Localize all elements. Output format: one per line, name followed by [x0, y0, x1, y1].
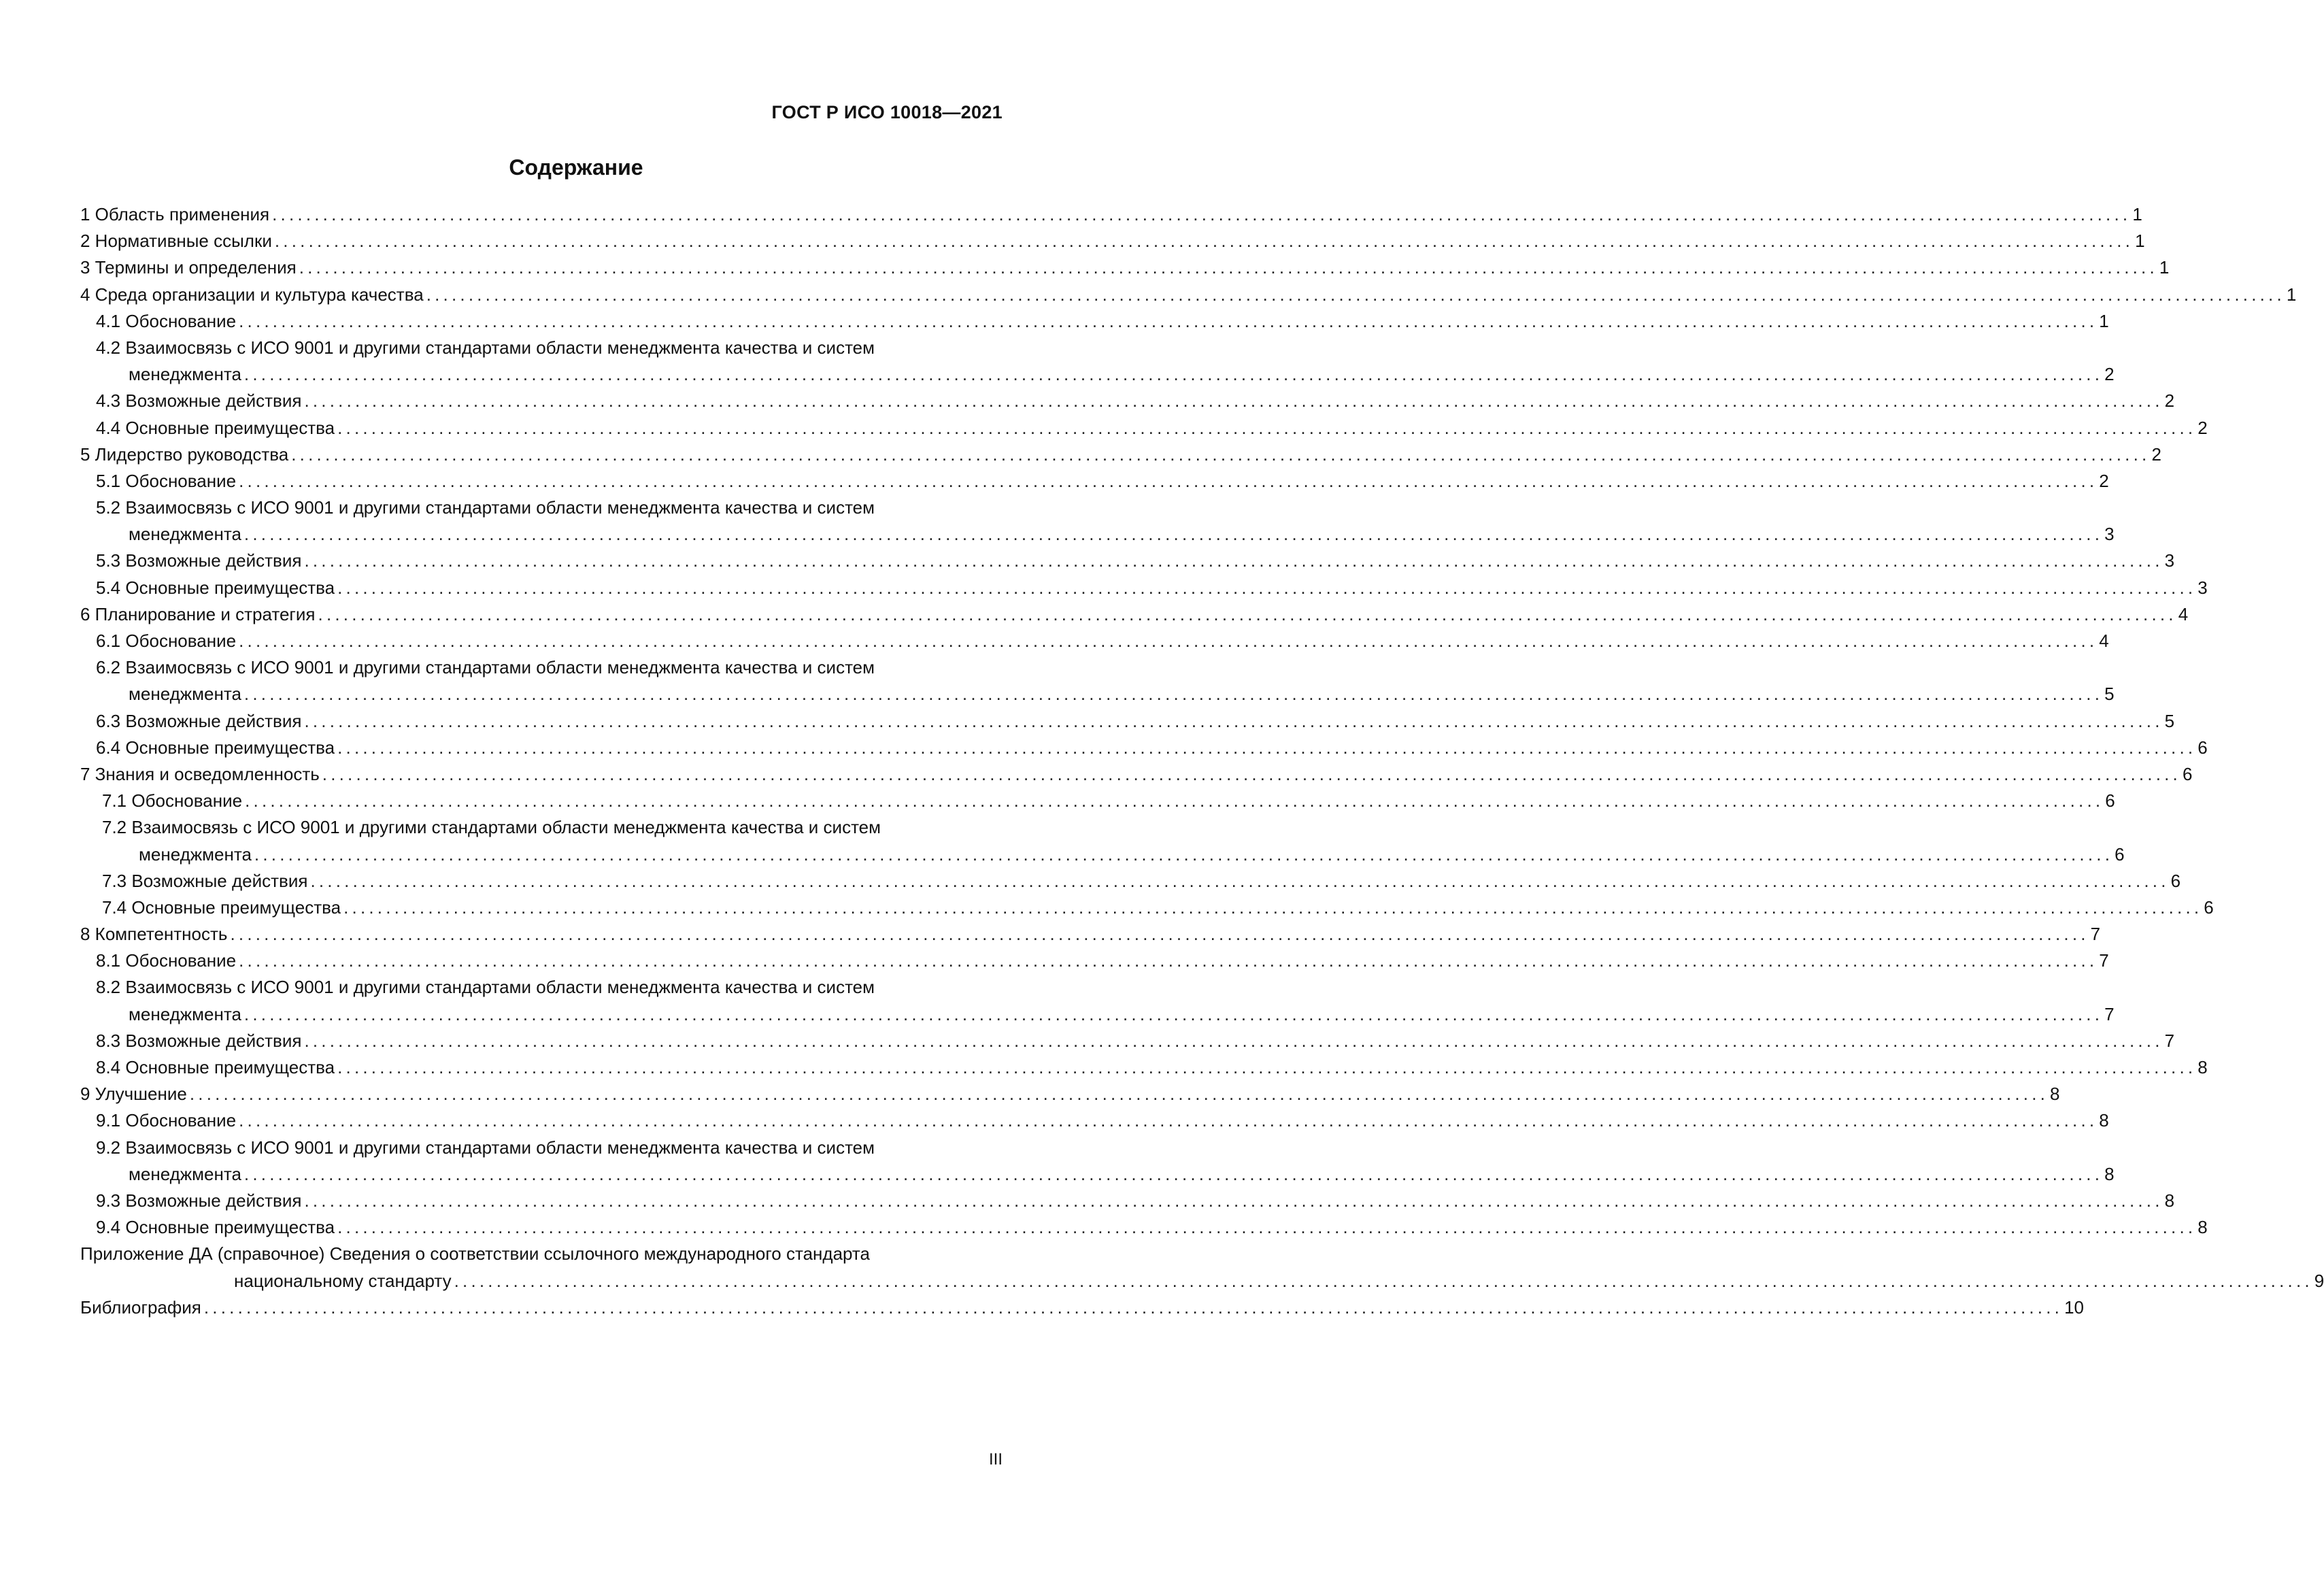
toc-entry[interactable] — [80, 654, 1003, 681]
toc-entry-title: Библиография — [80, 1296, 201, 1318]
toc-entry-page: 1 — [2099, 310, 2109, 331]
toc-entry[interactable] — [80, 1161, 2115, 1188]
dot-leader: ............................................................................................................................................................................................................................ — [203, 1296, 2064, 1318]
toc-entry-title: 4.4 Основные преимущества — [96, 417, 335, 438]
toc-entry-page: 7 — [2099, 950, 2109, 971]
toc-entry[interactable] — [80, 601, 2189, 628]
toc-entry-title: 5 Лидерство руководства — [80, 443, 289, 465]
toc-entry-page: 1 — [2132, 204, 2142, 224]
toc-entry-page: 8 — [2104, 1163, 2115, 1184]
toc-entry-page: 3 — [2104, 524, 2115, 545]
toc-entry[interactable] — [80, 388, 2175, 414]
toc-entry-page: 9 — [2314, 1270, 2324, 1291]
dot-leader: ............................................................................................................................................................................................................................ — [454, 1270, 2313, 1291]
toc-entry-title: 9.2 Взаимосвязь с ИСО 9001 и другими стандартами области менеджмента качества и систем — [96, 1137, 875, 1158]
toc-entry-title: 7.2 Взаимосвязь с ИСО 9001 и другими стандартами области менеджмента качества и систем — [102, 817, 881, 838]
toc-entry[interactable] — [80, 521, 2115, 548]
toc-entry[interactable] — [80, 495, 1003, 521]
dot-leader: ............................................................................................................................................................................................................................ — [310, 870, 2170, 891]
toc-entry[interactable] — [80, 548, 2175, 574]
dot-leader: ............................................................................................................................................................................................................................ — [337, 1217, 2197, 1238]
toc-entry[interactable] — [80, 415, 2208, 441]
toc-entry-title: 9.1 Обоснование — [96, 1110, 237, 1131]
dot-leader: ............................................................................................................................................................................................................................ — [239, 950, 2098, 971]
toc-entry-title: 8.4 Основные преимущества — [96, 1057, 335, 1077]
dot-leader: ............................................................................................................................................................................................................................ — [243, 524, 2104, 545]
toc-entry[interactable] — [80, 1081, 2060, 1107]
dot-leader: ............................................................................................................................................................................................................................ — [239, 631, 2098, 651]
toc-entry-title: 2 Нормативные ссылки — [80, 231, 272, 252]
toc-entry-page: 6 — [2115, 843, 2125, 865]
toc-entry[interactable] — [80, 735, 2208, 761]
dot-leader: ............................................................................................................................................................................................................................ — [243, 1003, 2104, 1024]
toc-entry[interactable] — [80, 1001, 2115, 1028]
toc-entry-title: 8 Компетентность — [80, 924, 228, 945]
toc-entry-page: 7 — [2164, 1030, 2175, 1051]
toc-entry-page: 7 — [2104, 1003, 2115, 1024]
toc-entry[interactable] — [80, 254, 2170, 281]
toc-entry-page: 1 — [2159, 257, 2170, 278]
toc-entry[interactable] — [80, 1268, 2324, 1294]
dot-leader: ............................................................................................................................................................................................................................ — [230, 924, 2089, 945]
toc-entry[interactable] — [80, 1028, 2175, 1054]
toc-entry-title: 4 Среда организации и культура качества — [80, 284, 424, 305]
toc-entry-title: 8.2 Взаимосвязь с ИСО 9001 и другими стандартами области менеджмента качества и систем — [96, 977, 875, 998]
toc-entry[interactable] — [80, 948, 2109, 974]
toc-entry[interactable] — [80, 761, 2193, 788]
toc-entry-title: 8.1 Обоснование — [96, 950, 237, 971]
dot-leader: ............................................................................................................................................................................................................................ — [291, 443, 2151, 465]
dot-leader: ............................................................................................................................................................................................................................ — [318, 603, 2177, 624]
toc-entry-title: 5.1 Обоснование — [96, 470, 237, 491]
toc-entry-page: 8 — [2197, 1217, 2208, 1238]
toc-entry[interactable] — [80, 1188, 2175, 1214]
toc-entry-page: 6 — [2204, 897, 2214, 918]
toc-entry-title: менеджмента — [129, 524, 241, 545]
toc-entry[interactable] — [80, 468, 2109, 495]
dot-leader: ............................................................................................................................................................................................................................ — [239, 1110, 2098, 1131]
toc-entry-title: 4.1 Обоснование — [96, 310, 237, 331]
dot-leader: ............................................................................................................................................................................................................................ — [189, 1084, 2049, 1105]
toc-entry[interactable] — [80, 335, 1003, 361]
toc-entry-page: 6 — [2170, 870, 2181, 891]
toc-entry-page: 2 — [2104, 364, 2115, 385]
toc-entry-page: 5 — [2164, 710, 2175, 731]
toc-entry[interactable] — [80, 1135, 1003, 1161]
toc-entry[interactable] — [80, 282, 2297, 308]
toc-entry-page: 6 — [2105, 790, 2115, 811]
toc-entry[interactable] — [80, 441, 2161, 468]
dot-leader: ............................................................................................................................................................................................................................ — [243, 1163, 2104, 1184]
toc-entry[interactable] — [80, 974, 1003, 1001]
toc-entry-title: 1 Область применения — [80, 204, 270, 224]
toc-entry[interactable] — [80, 201, 2142, 228]
toc-entry[interactable] — [80, 814, 1003, 841]
toc-entry-page: 8 — [2099, 1110, 2109, 1131]
dot-leader: ............................................................................................................................................................................................................................ — [239, 470, 2098, 491]
dot-leader: ............................................................................................................................................................................................................................ — [254, 843, 2114, 865]
toc-entry-page: 4 — [2099, 631, 2109, 651]
toc-entry-page: 2 — [2099, 470, 2109, 491]
toc-entry-page: 5 — [2104, 684, 2115, 705]
toc-entry-page: 2 — [2151, 443, 2161, 465]
toc-entry-title: менеджмента — [129, 1003, 241, 1024]
toc-entry-title: 5.3 Возможные действия — [96, 550, 302, 571]
document-code: ГОСТ Р ИСО 10018—2021 — [771, 102, 1003, 122]
toc-entry-title: менеджмента — [129, 1163, 241, 1184]
dot-leader: ............................................................................................................................................................................................................................ — [272, 204, 2132, 224]
dot-leader: ............................................................................................................................................................................................................................ — [322, 763, 2181, 784]
dot-leader: ............................................................................................................................................................................................................................ — [274, 231, 2134, 252]
toc-entry[interactable] — [80, 841, 2125, 868]
toc-entry-title: менеджмента — [129, 364, 241, 385]
toc-entry-title: 6 Планирование и стратегия — [80, 603, 316, 624]
toc-entry[interactable] — [80, 628, 2109, 654]
toc-entry[interactable] — [80, 921, 2101, 948]
toc-entry[interactable] — [80, 868, 2181, 894]
toc-entry-title: 6.4 Основные преимущества — [96, 737, 335, 758]
toc-entry-title: национальному стандарту — [234, 1270, 452, 1291]
toc-entry-page: 1 — [2135, 231, 2145, 252]
toc-entry-title: 8.3 Возможные действия — [96, 1030, 302, 1051]
toc-entry-title: 5.4 Основные преимущества — [96, 577, 335, 598]
toc-entry[interactable] — [80, 228, 2145, 254]
dot-leader: ............................................................................................................................................................................................................................ — [304, 1030, 2163, 1051]
toc-entry-page: 6 — [2182, 763, 2193, 784]
toc-entry-title: 6.3 Возможные действия — [96, 710, 302, 731]
toc-entry-title: 3 Термины и определения — [80, 257, 297, 278]
toc-entry-page: 2 — [2197, 417, 2208, 438]
dot-leader: ............................................................................................................................................................................................................................ — [243, 364, 2104, 385]
toc-entry-page: 3 — [2197, 577, 2208, 598]
dot-leader: ............................................................................................................................................................................................................................ — [239, 310, 2098, 331]
dot-leader: ............................................................................................................................................................................................................................ — [426, 284, 2285, 305]
toc-entry-title: менеджмента — [129, 684, 241, 705]
toc-entry-page: 3 — [2164, 550, 2175, 571]
dot-leader: ............................................................................................................................................................................................................................ — [337, 417, 2197, 438]
toc-entry-title: 6.1 Обоснование — [96, 631, 237, 651]
toc-entry-title: 4.3 Возможные действия — [96, 390, 302, 412]
toc-entry-title: 9.4 Основные преимущества — [96, 1217, 335, 1238]
toc-entry-page: 8 — [2050, 1084, 2060, 1105]
toc-entry-title: 4.2 Взаимосвязь с ИСО 9001 и другими стандартами области менеджмента качества и систем — [96, 337, 875, 358]
toc-entry-page: 10 — [2064, 1296, 2084, 1318]
toc-title: Содержание — [509, 155, 643, 180]
table-of-contents — [80, 201, 2324, 1321]
toc-entry[interactable] — [80, 1241, 1003, 1267]
toc-entry-page: 8 — [2197, 1057, 2208, 1077]
toc-entry-title: Приложение ДА (справочное) Сведения о соответствии ссылочного международного стандарта — [80, 1243, 871, 1265]
toc-entry-page: 8 — [2164, 1190, 2175, 1211]
toc-entry-title: 5.2 Взаимосвязь с ИСО 9001 и другими стандартами области менеджмента качества и систем — [96, 497, 875, 518]
dot-leader: ............................................................................................................................................................................................................................ — [243, 684, 2104, 705]
dot-leader: ............................................................................................................................................................................................................................ — [304, 710, 2163, 731]
toc-entry-title: 7.3 Возможные действия — [102, 870, 308, 891]
toc-entry[interactable] — [80, 894, 2214, 921]
dot-leader: ............................................................................................................................................................................................................................ — [304, 390, 2163, 412]
toc-entry[interactable] — [80, 1107, 2109, 1134]
toc-entry-page: 1 — [2286, 284, 2297, 305]
page-number: III — [988, 1450, 1003, 1469]
toc-entry[interactable] — [80, 361, 2115, 388]
dot-leader: ............................................................................................................................................................................................................................ — [343, 897, 2203, 918]
toc-entry-title: 9 Улучшение — [80, 1084, 187, 1105]
toc-entry[interactable] — [80, 681, 2115, 707]
toc-entry[interactable] — [80, 575, 2208, 601]
toc-entry[interactable] — [80, 308, 2109, 335]
toc-entry-title: менеджмента — [139, 843, 252, 865]
toc-entry-title: 7.1 Обоснование — [102, 790, 243, 811]
toc-entry[interactable] — [80, 708, 2175, 735]
toc-entry-title: 7.4 Основные преимущества — [102, 897, 341, 918]
toc-entry-page: 7 — [2090, 924, 2101, 945]
toc-entry-page: 4 — [2178, 603, 2189, 624]
toc-entry-title: 9.3 Возможные действия — [96, 1190, 302, 1211]
toc-entry-page: 6 — [2197, 737, 2208, 758]
toc-entry[interactable] — [80, 788, 2115, 814]
toc-entry[interactable] — [80, 1214, 2208, 1241]
dot-leader: ............................................................................................................................................................................................................................ — [299, 257, 2158, 278]
toc-entry-title: 6.2 Взаимосвязь с ИСО 9001 и другими стандартами области менеджмента качества и систем — [96, 657, 875, 678]
toc-entry-page: 2 — [2164, 390, 2175, 412]
toc-entry[interactable] — [80, 1294, 2084, 1321]
dot-leader: ............................................................................................................................................................................................................................ — [337, 1057, 2197, 1077]
dot-leader: ............................................................................................................................................................................................................................ — [304, 550, 2163, 571]
dot-leader: ............................................................................................................................................................................................................................ — [245, 790, 2104, 811]
dot-leader: ............................................................................................................................................................................................................................ — [304, 1190, 2163, 1211]
dot-leader: ............................................................................................................................................................................................................................ — [337, 737, 2197, 758]
dot-leader: ............................................................................................................................................................................................................................ — [337, 577, 2197, 598]
toc-entry[interactable] — [80, 1054, 2208, 1081]
toc-entry-title: 7 Знания и осведомленность — [80, 763, 320, 784]
